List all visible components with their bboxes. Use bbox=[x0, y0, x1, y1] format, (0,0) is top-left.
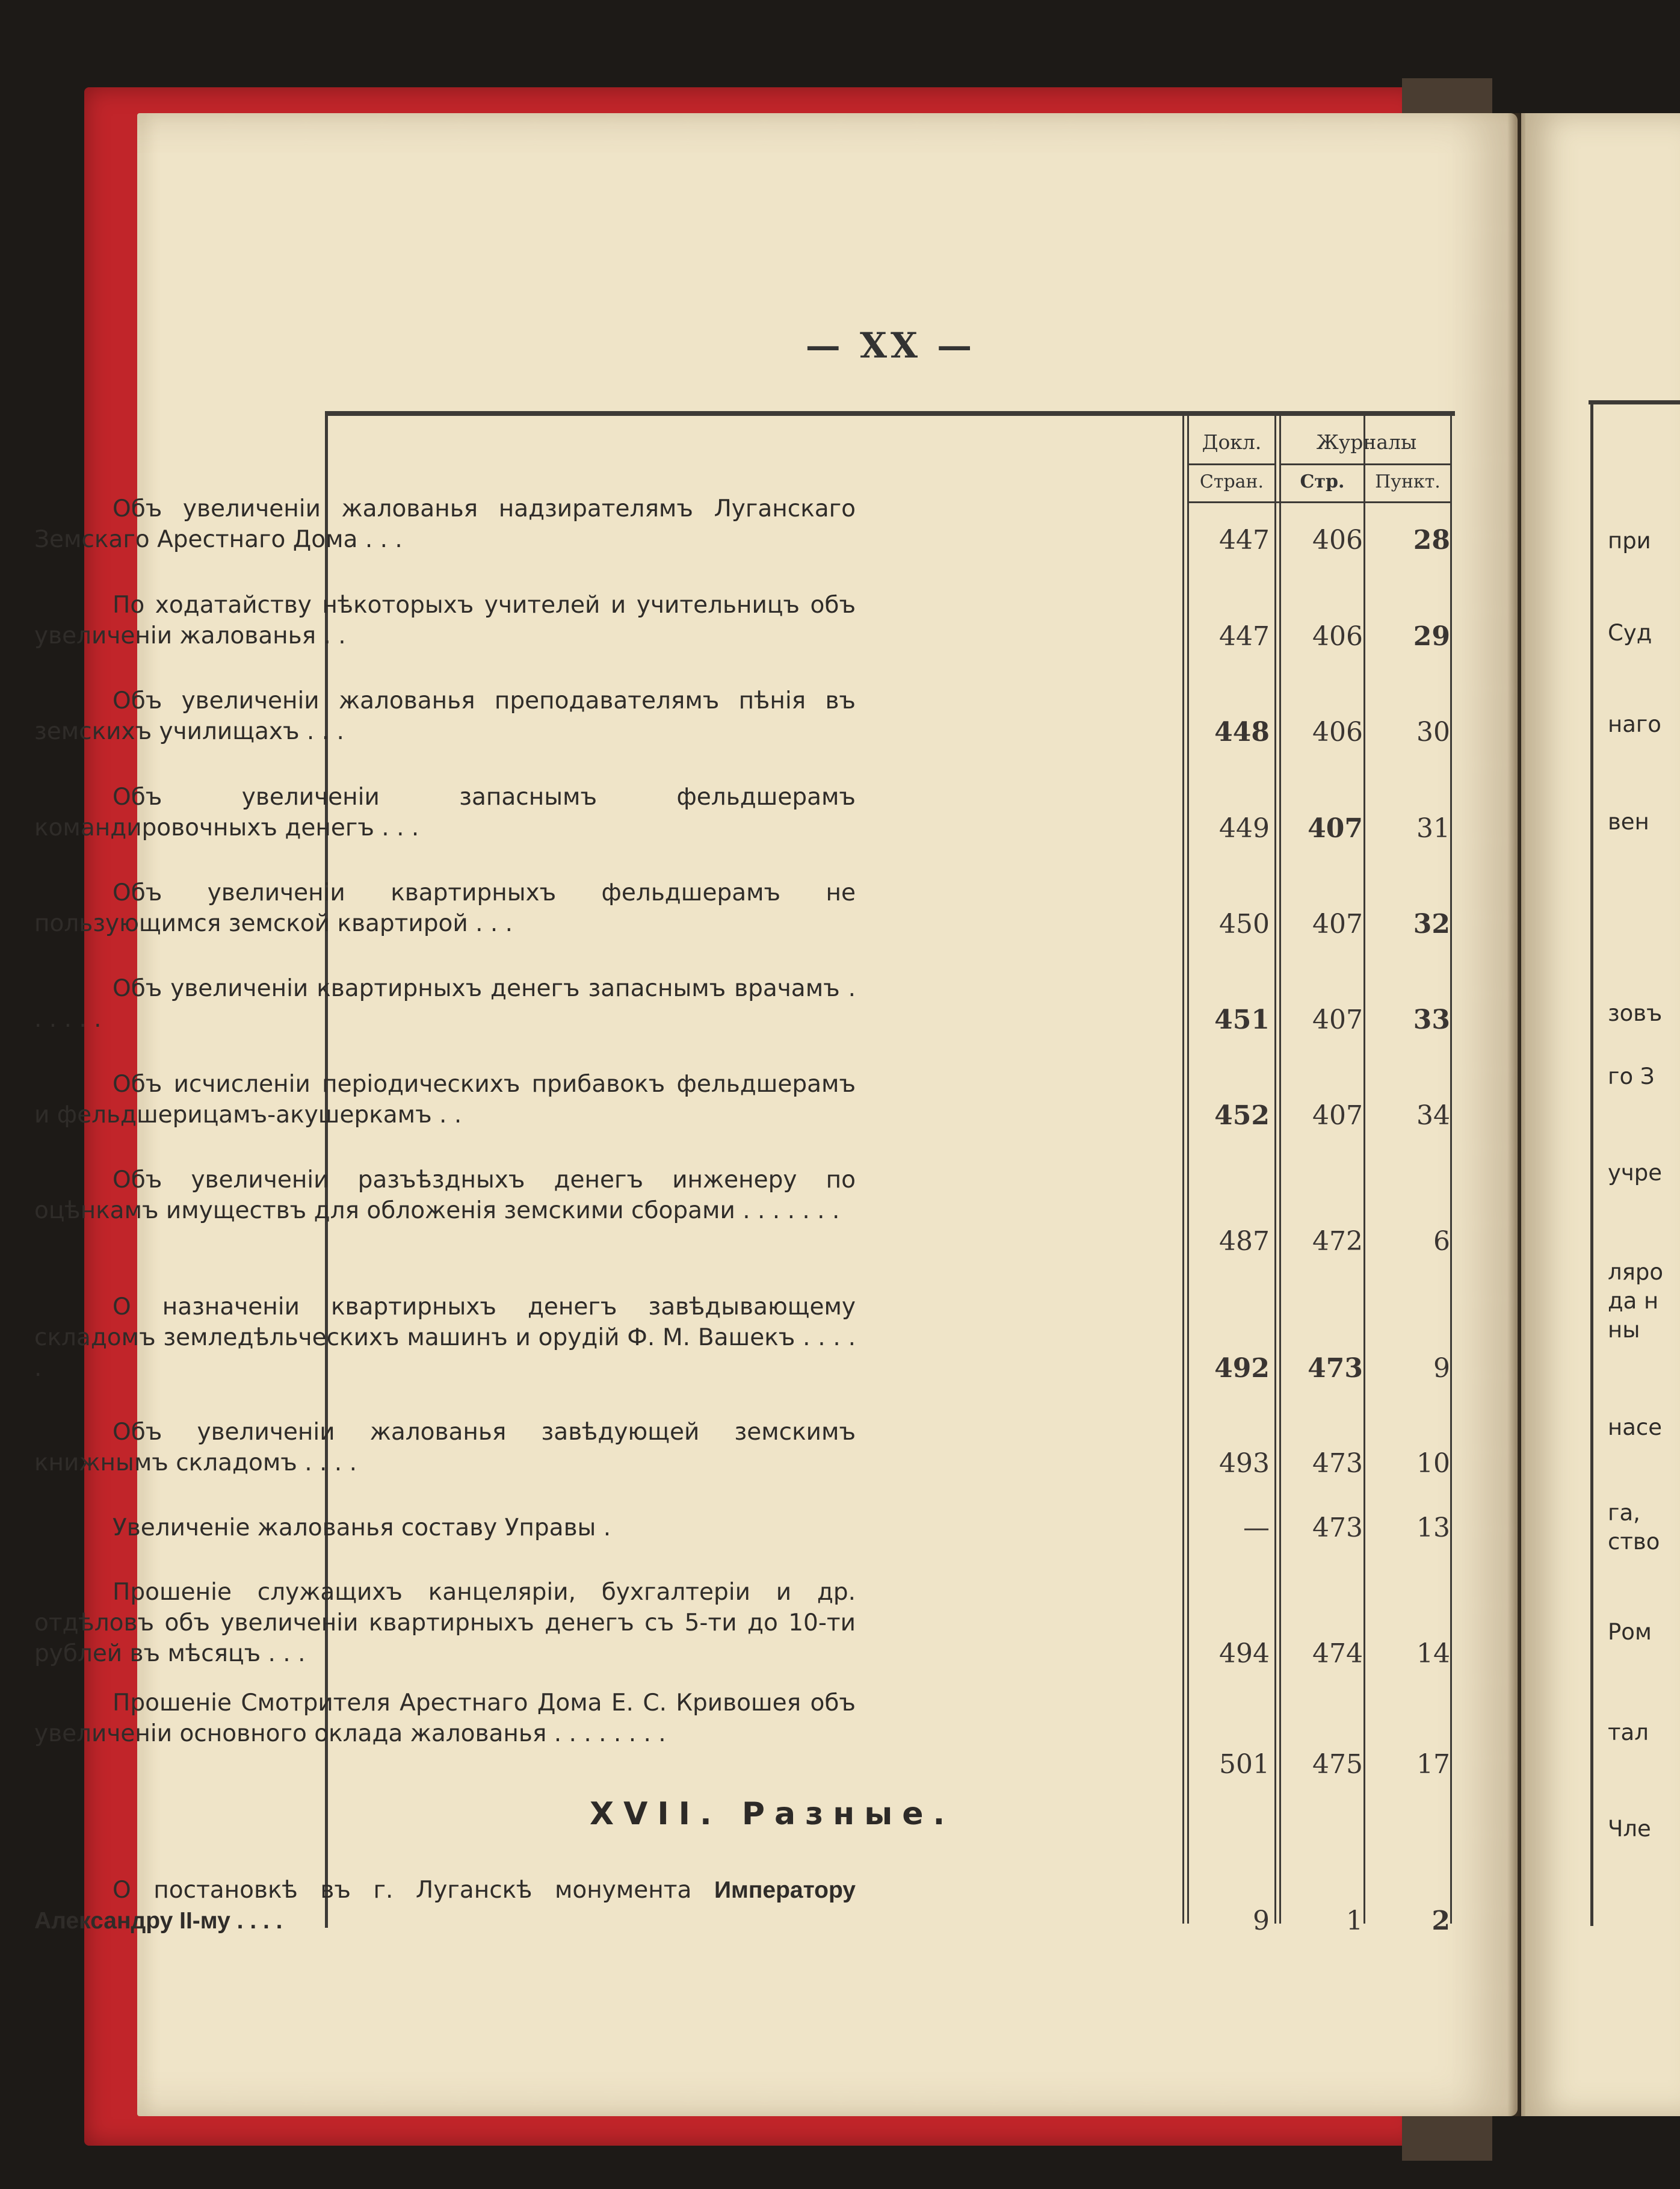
right-fragment: вен bbox=[1608, 809, 1649, 835]
entry-punkt: 30 bbox=[1416, 717, 1450, 748]
right-fragment: да н bbox=[1608, 1288, 1659, 1314]
entry-text: Объ увеличеніи жалованья преподавателямъ пѣнія въ земскихъ училищахъ . . . bbox=[34, 687, 856, 745]
list-item bbox=[34, 590, 1160, 686]
entry-punkt: 28 bbox=[1413, 525, 1450, 556]
entry-text: Прошеніе Смотрителя Арестнаго Дома Е. С. Кривошея объ увеличеніи основного оклада жалованья . . . . . . . . bbox=[34, 1689, 856, 1747]
list-item bbox=[34, 782, 1160, 878]
entry-str: 407 bbox=[1312, 1005, 1363, 1035]
entry-text: Объ увеличеніи запаснымъ фельдшерамъ командировочныхъ денегъ . . . bbox=[34, 784, 856, 841]
col-head-stran: Стран. bbox=[1199, 471, 1264, 492]
right-fragment: зовъ bbox=[1608, 1000, 1663, 1026]
entry-dokl: 448 bbox=[1214, 717, 1270, 748]
entry-str: 407 bbox=[1312, 1100, 1363, 1131]
entry-punkt: 33 bbox=[1413, 1005, 1450, 1035]
entry-text: Объ исчисленіи періодическихъ прибавокъ фельдшерамъ и фельдшерицамъ-акушеркамъ . . bbox=[34, 1071, 856, 1129]
right-fragment: го З bbox=[1608, 1064, 1655, 1089]
header-rule-dokl bbox=[1189, 463, 1274, 465]
section-heading: XVII. Разные. bbox=[590, 1796, 955, 1832]
col-head-dokl: Докл. bbox=[1202, 430, 1262, 454]
entry-punkt: 9 bbox=[1433, 1353, 1450, 1384]
entry-dokl: 501 bbox=[1219, 1749, 1270, 1780]
entry-punkt: 29 bbox=[1413, 621, 1450, 652]
entry-text: Объ увеличеніи жалованья завѣдующей земскимъ книжнымъ складомъ . . . . bbox=[34, 1419, 856, 1476]
entry-dokl: 452 bbox=[1214, 1100, 1270, 1131]
header-rule-journals bbox=[1281, 463, 1452, 465]
list-item bbox=[34, 1069, 1160, 1165]
list-item bbox=[34, 878, 1160, 974]
entry-text: Объ увеличеніи разъѣздныхъ денегъ инженеру по оцѣнкамъ имуществъ для обложенія земскими сборами . . . . . . . bbox=[34, 1166, 856, 1224]
header-rule-bottom bbox=[1189, 501, 1452, 503]
entry-punkt: 6 bbox=[1433, 1226, 1450, 1257]
list-item bbox=[34, 973, 1160, 1070]
entry-str: 475 bbox=[1312, 1749, 1363, 1780]
entry-dokl: 492 bbox=[1214, 1353, 1270, 1384]
col-divider-1b bbox=[1187, 416, 1189, 1924]
entry-str: 406 bbox=[1312, 525, 1363, 556]
entry-text: Объ увеличеніи жалованья надзирателямъ Луганскаго Земскаго Арестнаго Дома . . . bbox=[34, 495, 856, 553]
right-fragment: при bbox=[1608, 528, 1651, 554]
entry-punkt: 10 bbox=[1416, 1448, 1450, 1479]
right-fragment: наго bbox=[1608, 711, 1661, 737]
entry-punkt: 13 bbox=[1416, 1512, 1450, 1543]
entry-str: 472 bbox=[1312, 1226, 1363, 1257]
entry-punkt: 34 bbox=[1416, 1100, 1450, 1131]
list-item bbox=[34, 1688, 1160, 1784]
list-item bbox=[34, 1875, 1160, 1971]
entry-str: 406 bbox=[1312, 621, 1363, 652]
page-number-header: — XX — bbox=[805, 325, 976, 366]
list-item bbox=[34, 1292, 1160, 1388]
entry-text: По ходатайству нѣкоторыхъ учителей и учительницъ объ увеличеніи жалованья . . bbox=[34, 592, 856, 649]
list-item bbox=[34, 1577, 1160, 1673]
list-item bbox=[34, 1417, 1160, 1513]
page-gutter-shadow bbox=[1507, 113, 1525, 2116]
entry-text: О назначеніи квартирныхъ денегъ завѣдывающему складомъ земледѣльческихъ машинъ и орудій Ф. М. Вашекъ . . . . . bbox=[34, 1293, 856, 1382]
entry-text-part: О постановкѣ въ г. Луганскѣ монумента bbox=[113, 1877, 714, 1904]
col-head-punkt: Пункт. bbox=[1375, 471, 1441, 492]
col-divider-3 bbox=[1363, 416, 1365, 1924]
right-fragment: насе bbox=[1608, 1414, 1662, 1440]
right-page-left-rule bbox=[1590, 400, 1593, 1926]
col-divider-2b bbox=[1279, 416, 1281, 1924]
entry-punkt: 2 bbox=[1431, 1906, 1450, 1936]
entry-str: 407 bbox=[1308, 813, 1363, 844]
list-item bbox=[34, 1165, 1160, 1261]
right-fragment: га, bbox=[1608, 1500, 1640, 1526]
entry-dokl: 447 bbox=[1219, 621, 1270, 652]
entry-dokl: 487 bbox=[1219, 1226, 1270, 1257]
entry-text: Увеличеніе жалованья составу Управы . bbox=[113, 1514, 611, 1541]
col-divider-1a bbox=[1182, 416, 1184, 1924]
right-page-table-rule bbox=[1589, 400, 1680, 404]
col-head-str: Стр. bbox=[1300, 471, 1345, 492]
right-fragment: учре bbox=[1608, 1160, 1663, 1186]
entry-str: 406 bbox=[1312, 717, 1363, 748]
table-top-rule bbox=[325, 411, 1455, 416]
right-fragment: тал bbox=[1608, 1720, 1649, 1745]
entry-punkt: 14 bbox=[1416, 1638, 1450, 1669]
entry-text bbox=[34, 1875, 856, 1936]
col-divider-right bbox=[1450, 416, 1452, 1924]
entry-text: Прошеніе служащихъ канцеляріи, бухгалтеріи и др. отдѣловъ объ увеличеніи квартирныхъ денегъ съ 5-ти до 10-ти рублей въ мѣсяцъ . . . bbox=[34, 1579, 856, 1667]
entry-dokl: 449 bbox=[1219, 813, 1270, 844]
col-divider-2a bbox=[1274, 416, 1276, 1924]
entry-punkt: 31 bbox=[1416, 813, 1450, 844]
entry-str: 407 bbox=[1312, 909, 1363, 940]
right-page bbox=[1521, 113, 1680, 2116]
list-item bbox=[34, 686, 1160, 782]
entry-punkt: 32 bbox=[1413, 909, 1450, 940]
entry-text: Объ увеличеніи квартирныхъ фельдшерамъ не пользующимся земской квартирой . . . bbox=[34, 879, 856, 937]
entry-dokl: 451 bbox=[1214, 1005, 1270, 1035]
right-fragment: Чле bbox=[1608, 1816, 1651, 1842]
col-head-journals: Журналы bbox=[1316, 430, 1417, 454]
entry-str: 474 bbox=[1312, 1638, 1363, 1669]
entry-str: 473 bbox=[1308, 1353, 1363, 1384]
right-fragment: Ром bbox=[1608, 1619, 1652, 1645]
right-fragment: Суд bbox=[1608, 620, 1652, 646]
entry-text: Объ увеличеніи квартирныхъ денегъ запаснымъ врачамъ . . . . . . bbox=[34, 975, 856, 1033]
entry-dokl: 450 bbox=[1219, 909, 1270, 940]
entry-dokl: 494 bbox=[1219, 1638, 1270, 1669]
entry-str: 473 bbox=[1312, 1512, 1363, 1543]
entry-punkt: 17 bbox=[1416, 1749, 1450, 1780]
entry-dokl: 9 bbox=[1253, 1906, 1270, 1936]
entry-dokl: — bbox=[1243, 1512, 1270, 1543]
right-fragment: ство bbox=[1608, 1529, 1660, 1555]
entry-str: 473 bbox=[1312, 1448, 1363, 1479]
list-item bbox=[34, 494, 1160, 590]
right-fragment: ны bbox=[1608, 1317, 1640, 1343]
entry-text-bold: Императору Александру II-му . . . . bbox=[34, 1877, 856, 1934]
right-fragment: ляро bbox=[1608, 1259, 1664, 1285]
entry-str: 1 bbox=[1346, 1906, 1363, 1936]
entry-dokl: 493 bbox=[1219, 1448, 1270, 1479]
entry-dokl: 447 bbox=[1219, 525, 1270, 556]
